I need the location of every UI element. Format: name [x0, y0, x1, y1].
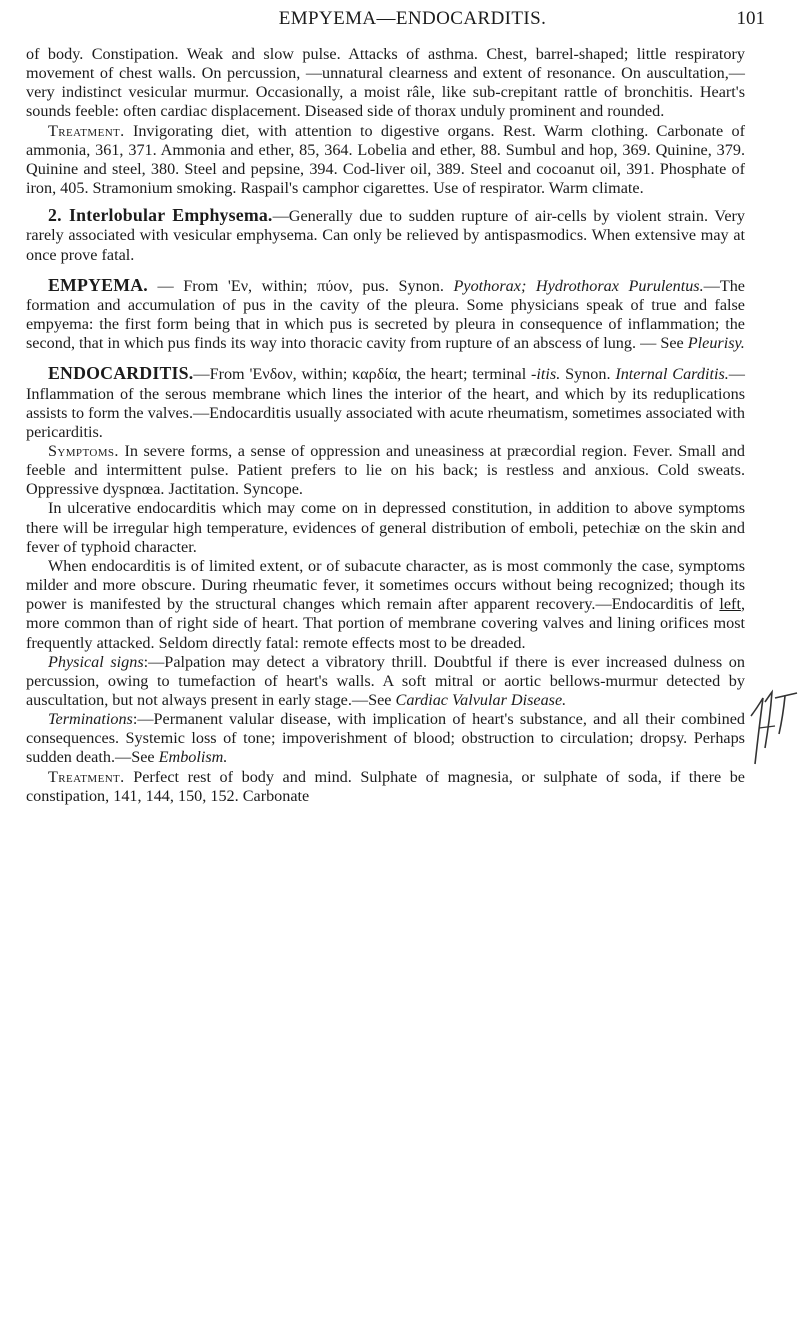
underlined-word: left — [719, 595, 741, 614]
endocarditis-treatment: Treatment. Perfect rest of body and mind. Sulphate of magnesia, or sulphate of soda, if there be constipation, 141, 144, 150, 152. Carbonate — [26, 767, 745, 805]
emphysema-continuation: of body. Constipation. Weak and slow pulse. Attacks of asthma. Chest, barrel-shaped; little respiratory movement of chest walls. On percussion, —unnatural clearness and extent of resonance. On auscultation,—very indistinct vesicular murmur. Occasionally, a moist râle, like sub-crepitant rattle of bronchitis. Heart's sounds feeble: often cardiac displacement. Diseased side of thorax unduly prominent and rounded. — [26, 45, 745, 121]
running-head-title: EMPYEMA—ENDOCARDITIS. — [278, 8, 547, 29]
empyema-entry: EMPYEMA. — From 'Εν, within; πύον, pus. Synon. Pyothorax; Hydrothorax Purulentus.—The formation and accumulation of pus in the cavity of the pleura. Some physicians speak of true and false empyema: the first form being that in which pus is secreted by pleura in consequence of inflammation; the second, that in which pus finds its way into thoracic cavity from rupture of an abscess of lung. — See Pleurisy. — [26, 274, 745, 353]
endocarditis-entry: ENDOCARDITIS.—From 'Ενδον, within; καρδία, the heart; terminal -itis. Synon. Internal Carditis.—Inflammation of the serous membrane which lines the interior of the heart, and which by its reduplications assists to form the valves.—Endocarditis usually associated with acute rheumatism, sometimes associated with pericarditis. — [26, 363, 745, 441]
entry-heading: ENDOCARDITIS. — [48, 363, 194, 384]
terminations-label: Terminations — [48, 710, 133, 729]
entry-heading: 2. Interlobular Emphysema. — [48, 205, 273, 226]
physical-signs-label: Physical signs — [48, 652, 144, 671]
cross-reference: Cardiac Valvular Disease. — [395, 691, 567, 709]
cross-reference: Embolism. — [158, 748, 228, 767]
endocarditis-terminations: Terminations:—Permanent valular disease, with implication of heart's substance, and all their combined consequences. Systemic loss of tone; impoverishment of blood; obstruction to circulation; dropsy. Perhaps sudden death.—See Embolism. — [26, 710, 745, 767]
treatment-label: Treatment. — [48, 121, 125, 140]
page-body — [26, 45, 745, 806]
emphysema-treatment: Treatment. Invigorating diet, with attention to digestive organs. Rest. Warm clothing. Carbonate of ammonia, 361, 371. Ammonia and ether, 85, 364. Lobelia and ether, 88. Sumbul and hop, 369. Quinine, 379. Quinine and steel, 380. Steel and pepsine, 394. Cod-liver oil, 389. Steel and cocoanut oil, 391. Phosphate of iron, 405. Stramonium smoking. Raspail's camphor cigarettes. Use of respirator. Warm climate. — [26, 121, 745, 198]
cross-reference: Pleurisy. — [687, 334, 745, 353]
treatment-label: Treatment. — [48, 767, 125, 786]
endocarditis-physical-signs: Physical signs:—Palpation may detect a vibratory thrill. Doubtful if there is ever increased dulness on percussion, owing to tumefaction of heart's walls. A soft mitral or aortic bellows-murmur detected by auscultation, but not always present in early stage.—See Cardiac Valvular Disease. — [26, 652, 745, 709]
endocarditis-symptoms: Symptoms. In severe forms, a sense of oppression and uneasiness at præcordial region. Fever. Small and feeble and intermittent pulse. Patient prefers to lie on his back; is restless and anxious. Cold sweats. Oppressive dyspnœa. Jactitation. Syncope. — [26, 441, 746, 499]
endocarditis-ulcerative: In ulcerative endocarditis which may come on in depressed constitution, in addition to above symptoms there will be irregular high temperature, evidences of general distribution of emboli, petechiæ on the skin and fever of typhoid character. — [26, 499, 745, 556]
symptoms-label: Symptoms. — [48, 441, 119, 460]
page-number: 101 — [736, 8, 765, 29]
entry-heading: EMPYEMA. — [48, 274, 148, 295]
handwritten-margin-mark — [745, 668, 801, 778]
endocarditis-limited: When endocarditis is of limited extent, or of subacute character, as is most commonly the case, symptoms milder and more obscure. During rheumatic fever, it sometimes occurs without being recognized; though its power is manifested by the structural changes which remain after apparent recovery.—Endocarditis of left, more common than of right side of heart. That portion of membrane covering valves and lining orifices most frequently attacked. Seldom directly fatal: remote effects most to be dreaded. — [26, 556, 745, 652]
interlobular-emphysema-entry: 2. Interlobular Emphysema.—Generally due to sudden rupture of air-cells by violent strain. Very rarely associated with vesicular emphysema. Can only be relieved by antispasmodics. When extensive may at once prove fatal. — [26, 205, 745, 264]
running-head — [60, 6, 765, 36]
